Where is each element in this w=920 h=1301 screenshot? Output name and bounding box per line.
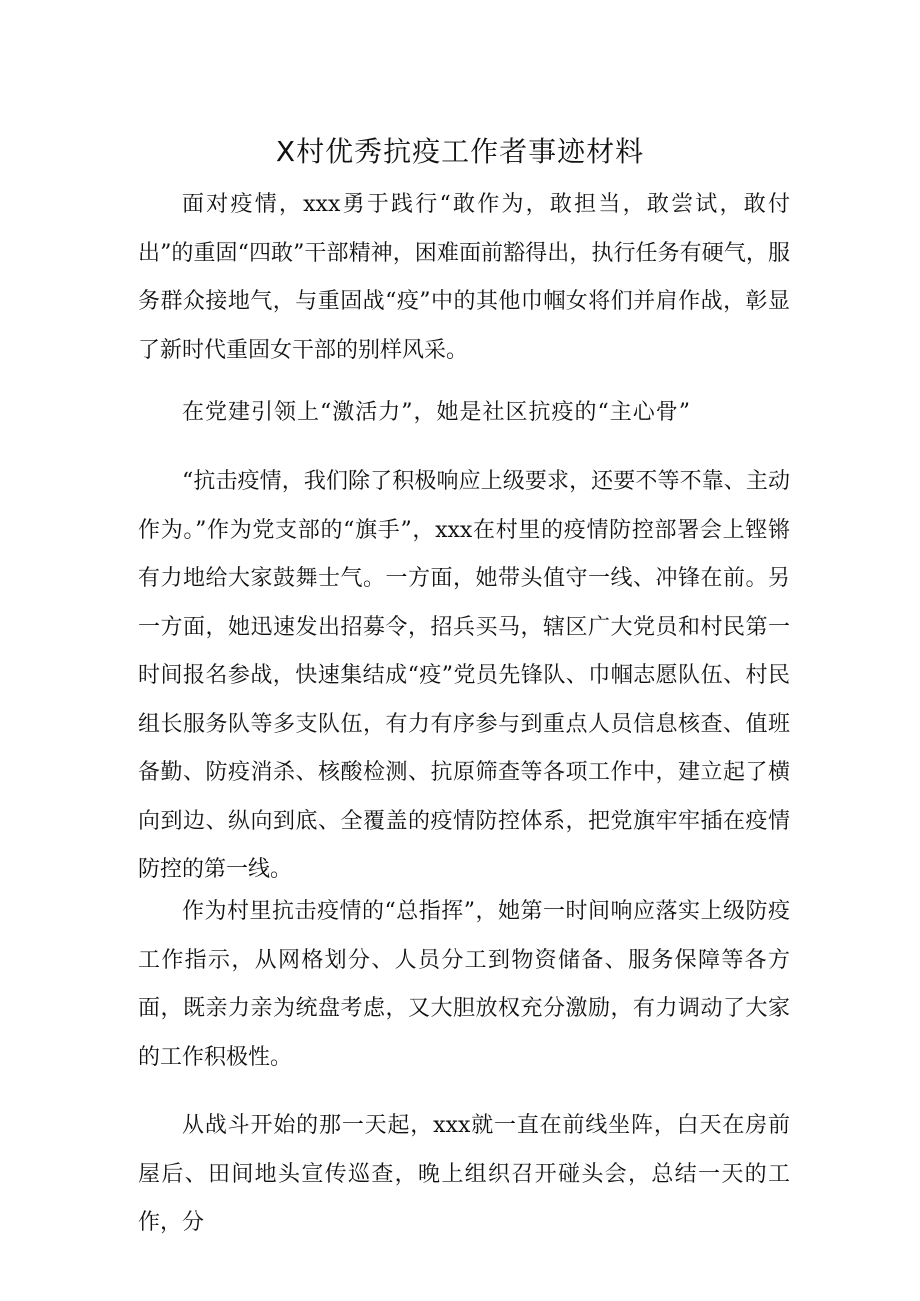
paragraph-intro: 面对疫情，xxx勇于践行“敢作为，敢担当，敢尝试，敢付出”的重固“四敢”干部精神，困难面前豁得出，执行任务有硬气，服务群众接地气，与重固战“疫”中的其他巾帼女将们并肩作战，彰显了新时代重固女干部的别样风采。: [138, 192, 790, 363]
document-title: X村优秀抗疫工作者事迹材料: [275, 135, 645, 168]
paragraph-frontline: 从战斗开始的那一天起，xxx就一直在前线坐阵，白天在房前屋后、田间地头宣传巡查，晚上组织召开碰头会，总结一天的工作，分: [138, 1113, 790, 1235]
paragraph-party-building: “抗击疫情，我们除了积极响应上级要求，还要不等不靠、主动作为。”作为党支部的“旗手”，xxx在村里的疫情防控部署会上铿锵有力地给大家鼓舞士气。一方面，她带头值守一线、冲锋在前。另一方面，她迅速发出招募令，招兵买马，辖区广大党员和村民第一时间报名参战，快速集结成“疫”党员先锋队、巾帼志愿队伍、村民组长服务队等多支队伍，有力有序参与到重点人员信息核查、值班备勤、防疫消杀、核酸检测、抗原筛查等各项工作中，建立起了横向到边、纵向到底、全覆盖的疫情防控体系，把党旗牢牢插在疫情防控的第一线。: [138, 469, 790, 882]
paragraph-commander: 作为村里抗击疫情的“总指挥”，她第一时间响应落实上级防疫工作指示，从网格划分、人员分工到物资储备、服务保障等各方面，既亲力亲为统盘考虑，又大胆放权充分激励，有力调动了大家的工作积极性。: [138, 899, 790, 1070]
section-heading: 在党建引领上“激活力”，她是社区抗疫的“主心骨”: [182, 400, 691, 425]
